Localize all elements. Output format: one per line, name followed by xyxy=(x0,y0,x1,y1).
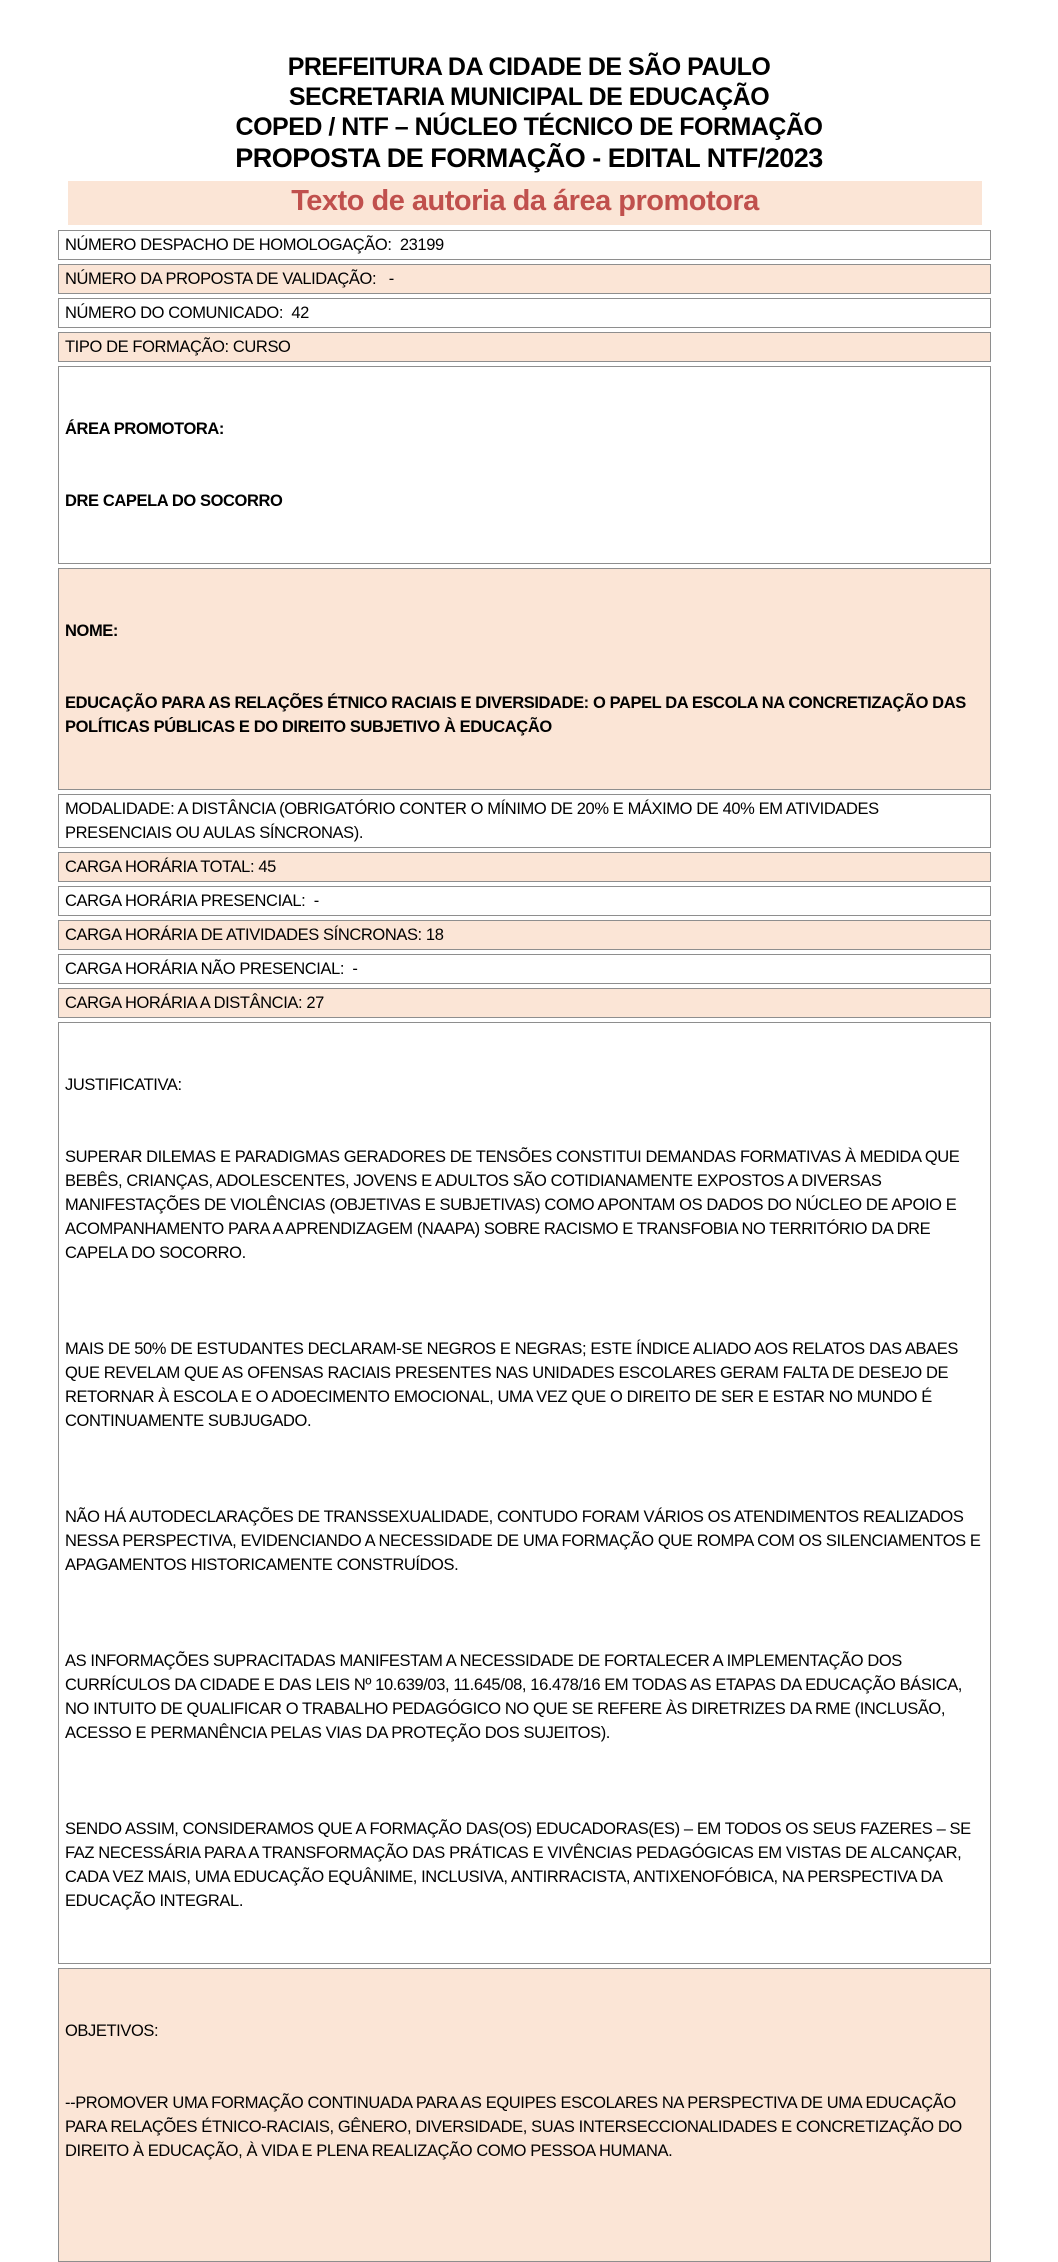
field-numero-comunicado: NÚMERO DO COMUNICADO: 42 xyxy=(58,298,991,328)
justificativa-paragraph: SENDO ASSIM, CONSIDERAMOS QUE A FORMAÇÃO DAS(OS) EDUCADORAS(ES) – EM TODOS OS SEUS FAZERES – SE FAZ NECESSÁRIA PARA A TRANSFORMAÇÃO DAS PRÁTICAS E VIVÊNCIAS PEDAGÓGICAS EM VISTAS DE ALCANÇAR, CADA VEZ MAIS, UMA EDUCAÇÃO EQUÂNIME, INCLUSIVA, ANTIRRACISTA, ANTIXENOFÓBICA, NA PERSPECTIVA DA EDUCAÇÃO INTEGRAL. xyxy=(65,1820,975,1910)
justificativa-paragraph: MAIS DE 50% DE ESTUDANTES DECLARAM-SE NEGROS E NEGRAS; ESTE ÍNDICE ALIADO AOS RELATOS DAS ABAES QUE REVELAM QUE AS OFENSAS RACIAIS PRESENTES NAS UNIDADES ESCOLARES GERAM FALTA DE DESEJO DE RETORNAR À ESCOLA E O ADOECIMENTO EMOCIONAL, UMA VEZ QUE O DIREITO DE SER E ESTAR NO MUNDO É CONTINUAMENTE SUBJUGADO. xyxy=(65,1340,963,1430)
letterhead-line-coped: COPED / NTF – NÚCLEO TÉCNICO DE FORMAÇÃO xyxy=(235,113,823,141)
justificativa-paragraph: AS INFORMAÇÕES SUPRACITADAS MANIFESTAM A NECESSIDADE DE FORTALECER A IMPLEMENTAÇÃO DOS CURRÍCULOS DA CIDADE E DAS LEIS Nº 10.639/03, 11.645/08, 16.478/16 EM TODAS AS ETAPAS DA EDUCAÇÃO BÁSICA, NO INTUITO DE QUALIFICAR O TRABALHO PEDAGÓGICO NO QUE SE REFERE ÀS DIRETRIZES DA RME (INCLUSÃO, ACESSO E PERMANÊNCIA PELAS VIAS DA PROTEÇÃO DOS SUJEITOS). xyxy=(65,1652,967,1742)
field-carga-horaria-nao-presencial: CARGA HORÁRIA NÃO PRESENCIAL: - xyxy=(58,954,991,984)
justificativa-paragraph: NÃO HÁ AUTODECLARAÇÕES DE TRANSSEXUALIDADE, CONTUDO FORAM VÁRIOS OS ATENDIMENTOS REALIZADOS NESSA PERSPECTIVA, EVIDENCIANDO A NECESSIDADE DE UMA FORMAÇÃO QUE ROMPA COM OS SILENCIAMENTOS E APAGAMENTOS HISTORICAMENTE CONSTRUÍDOS. xyxy=(65,1508,984,1574)
field-carga-horaria-distancia: CARGA HORÁRIA A DISTÂNCIA: 27 xyxy=(58,988,991,1018)
area-promotora-label: ÁREA PROMOTORA: xyxy=(65,420,225,438)
field-nome xyxy=(58,568,991,790)
letterhead-line-secretaria: SECRETARIA MUNICIPAL DE EDUCAÇÃO xyxy=(288,83,770,111)
document-title: PROPOSTA DE FORMAÇÃO - EDITAL NTF/2023 xyxy=(235,143,823,173)
nome-label: NOME: xyxy=(65,622,118,640)
field-numero-proposta: NÚMERO DA PROPOSTA DE VALIDAÇÃO: - xyxy=(58,264,991,294)
nome-value: EDUCAÇÃO PARA AS RELAÇÕES ÉTNICO RACIAIS E DIVERSIDADE: O PAPEL DA ESCOLA NA CONCRETIZAÇÃO DAS POLÍTICAS PÚBLICAS E DO DIREITO SUBJETIVO À EDUCAÇÃO xyxy=(65,694,971,736)
letterhead-line-prefeitura: PREFEITURA DA CIDADE DE SÃO PAULO xyxy=(287,53,771,81)
field-carga-horaria-total: CARGA HORÁRIA TOTAL: 45 xyxy=(58,852,991,882)
authorship-banner-text: Texto de autoria da área promotora xyxy=(291,185,759,217)
field-carga-horaria-presencial: CARGA HORÁRIA PRESENCIAL: - xyxy=(58,886,991,916)
field-carga-horaria-sincronas: CARGA HORÁRIA DE ATIVIDADES SÍNCRONAS: 18 xyxy=(58,920,991,950)
field-numero-despacho: NÚMERO DESPACHO DE HOMOLOGAÇÃO: 23199 xyxy=(58,230,991,260)
objetivos-paragraph: --PROMOVER UMA FORMAÇÃO CONTINUADA PARA AS EQUIPES ESCOLARES NA PERSPECTIVA DE UMA EDUCAÇÃO PARA RELAÇÕES ÉTNICO-RACIAIS, GÊNERO, DIVERSIDADE, SUAS INTERSECCIONALIDADES E CONCRETIZAÇÃO DO DIREITO À EDUCAÇÃO, À VIDA E PLENA REALIZAÇÃO COMO PESSOA HUMANA. xyxy=(65,2094,967,2160)
field-modalidade: MODALIDADE: A DISTÂNCIA (OBRIGATÓRIO CONTER O MÍNIMO DE 20% E MÁXIMO DE 40% EM ATIVIDADES PRESENCIAIS OU AULAS SÍNCRONAS). xyxy=(58,794,991,848)
area-promotora-value: DRE CAPELA DO SOCORRO xyxy=(65,492,283,510)
objetivos-label: OBJETIVOS: xyxy=(65,2022,159,2040)
field-justificativa xyxy=(58,1022,991,1964)
authorship-banner xyxy=(68,181,982,225)
field-area-promotora xyxy=(58,366,991,564)
field-tipo-formacao: TIPO DE FORMAÇÃO: CURSO xyxy=(58,332,991,362)
field-objetivos xyxy=(58,1968,991,2262)
document-letterhead xyxy=(0,0,1058,175)
justificativa-paragraph: SUPERAR DILEMAS E PARADIGMAS GERADORES DE TENSÕES CONSTITUI DEMANDAS FORMATIVAS À MEDIDA QUE BEBÊS, CRIANÇAS, ADOLESCENTES, JOVENS E ADULTOS SÃO COTIDIANAMENTE EXPOSTOS A DIVERSAS MANIFESTAÇÕES DE VIOLÊNCIAS (OBJETIVAS E SUBJETIVAS) COMO APONTAM OS DADOS DO NÚCLEO DE APOIO E ACOMPANHAMENTO PARA A APRENDIZAGEM (NAAPA) SOBRE RACISMO E TRANSFOBIA NO TERRITÓRIO DA DRE CAPELA DO SOCORRO. xyxy=(65,1148,964,1262)
justificativa-label: JUSTIFICATIVA: xyxy=(65,1076,182,1094)
form-rows xyxy=(58,230,991,2262)
